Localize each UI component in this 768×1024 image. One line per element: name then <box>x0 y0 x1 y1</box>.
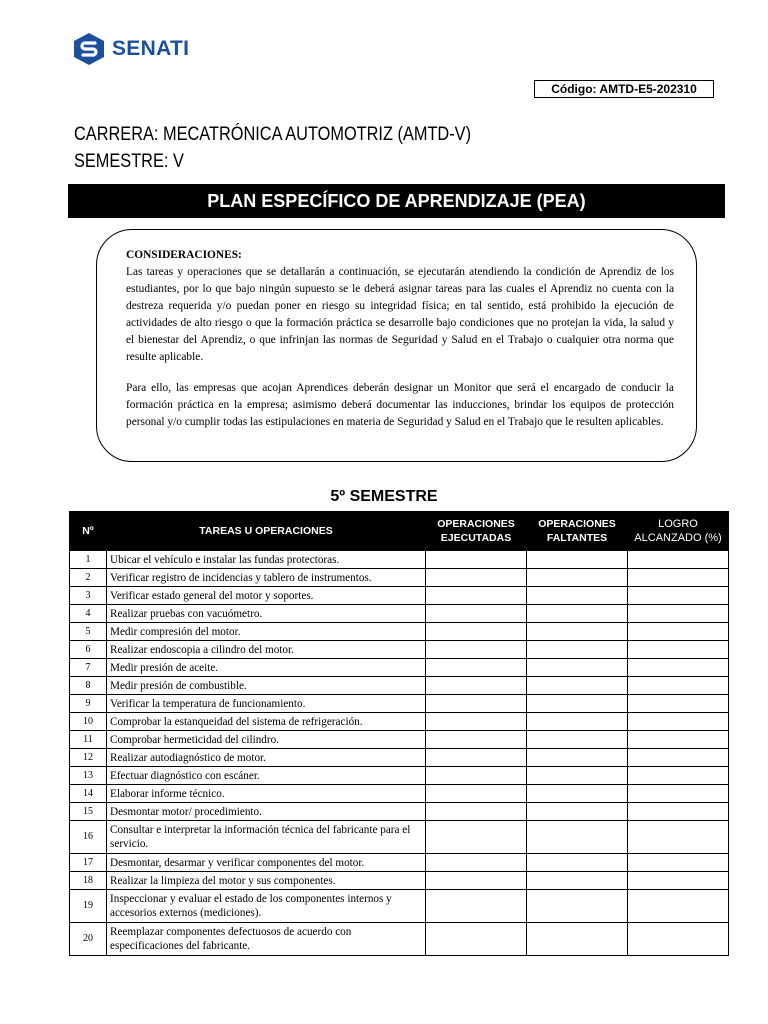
table-row <box>70 767 729 785</box>
missing-cell <box>527 854 628 872</box>
achievement-cell <box>628 890 729 923</box>
task-description: Comprobar hermeticidad del cilindro. <box>107 731 426 749</box>
table-row <box>70 605 729 623</box>
missing-cell <box>527 749 628 767</box>
achievement-cell <box>628 623 729 641</box>
row-number: 10 <box>70 713 107 731</box>
row-number: 20 <box>70 923 107 956</box>
brand-name: SENATI <box>112 37 190 60</box>
missing-cell <box>527 659 628 677</box>
achievement-cell <box>628 767 729 785</box>
table-row <box>70 551 729 569</box>
header-num: Nº <box>70 512 107 551</box>
header-missing: OPERACIONES FALTANTES <box>527 512 628 551</box>
executed-cell <box>426 731 527 749</box>
task-description: Realizar pruebas con vacuómetro. <box>107 605 426 623</box>
row-number: 5 <box>70 623 107 641</box>
carrera-label: CARRERA: MECATRÓNICA AUTOMOTRIZ (AMTD-V) <box>74 124 472 145</box>
executed-cell <box>426 605 527 623</box>
achievement-cell <box>628 641 729 659</box>
table-row <box>70 749 729 767</box>
achievement-cell <box>628 551 729 569</box>
row-number: 4 <box>70 605 107 623</box>
missing-cell <box>527 890 628 923</box>
table-row <box>70 659 729 677</box>
executed-cell <box>426 587 527 605</box>
task-description: Verificar la temperatura de funcionamiento. <box>107 695 426 713</box>
task-description: Reemplazar componentes defectuosos de acuerdo con especificaciones del fabricante. <box>107 923 426 956</box>
senati-emblem-icon <box>72 32 106 66</box>
executed-cell <box>426 713 527 731</box>
executed-cell <box>426 803 527 821</box>
missing-cell <box>527 551 628 569</box>
missing-cell <box>527 569 628 587</box>
header-achievement: LOGRO ALCANZADO (%) <box>628 512 729 551</box>
executed-cell <box>426 623 527 641</box>
row-number: 12 <box>70 749 107 767</box>
task-description: Realizar endoscopia a cilindro del motor. <box>107 641 426 659</box>
achievement-cell <box>628 659 729 677</box>
row-number: 9 <box>70 695 107 713</box>
executed-cell <box>426 923 527 956</box>
task-description: Realizar autodiagnóstico de motor. <box>107 749 426 767</box>
row-number: 18 <box>70 872 107 890</box>
achievement-cell <box>628 803 729 821</box>
task-description: Inspeccionar y evaluar el estado de los componentes internos y accesorios externos (mediciones). <box>107 890 426 923</box>
row-number: 19 <box>70 890 107 923</box>
task-description: Medir presión de combustible. <box>107 677 426 695</box>
achievement-cell <box>628 713 729 731</box>
table-header-row <box>70 512 729 551</box>
task-description: Medir compresión del motor. <box>107 623 426 641</box>
row-number: 11 <box>70 731 107 749</box>
row-number: 3 <box>70 587 107 605</box>
achievement-cell <box>628 677 729 695</box>
row-number: 8 <box>70 677 107 695</box>
achievement-cell <box>628 587 729 605</box>
row-number: 16 <box>70 821 107 854</box>
task-description: Efectuar diagnóstico con escáner. <box>107 767 426 785</box>
semester-title: 5º SEMESTRE <box>330 488 438 505</box>
achievement-cell <box>628 695 729 713</box>
task-description: Verificar estado general del motor y soportes. <box>107 587 426 605</box>
executed-cell <box>426 854 527 872</box>
table-row <box>70 623 729 641</box>
missing-cell <box>527 641 628 659</box>
achievement-cell <box>628 785 729 803</box>
achievement-cell <box>628 821 729 854</box>
executed-cell <box>426 659 527 677</box>
missing-cell <box>527 785 628 803</box>
missing-cell <box>527 731 628 749</box>
row-number: 6 <box>70 641 107 659</box>
executed-cell <box>426 551 527 569</box>
table-row <box>70 713 729 731</box>
tasks-table <box>69 511 729 956</box>
task-description: Realizar la limpieza del motor y sus componentes. <box>107 872 426 890</box>
semestre-label: SEMESTRE: V <box>74 151 184 172</box>
achievement-cell <box>628 605 729 623</box>
missing-cell <box>527 923 628 956</box>
document-code: Código: AMTD-E5-202310 <box>534 80 714 98</box>
table-row <box>70 785 729 803</box>
table-row <box>70 923 729 956</box>
table-row <box>70 890 729 923</box>
table-row <box>70 803 729 821</box>
missing-cell <box>527 605 628 623</box>
missing-cell <box>527 623 628 641</box>
row-number: 17 <box>70 854 107 872</box>
table-row <box>70 854 729 872</box>
task-description: Medir presión de aceite. <box>107 659 426 677</box>
task-description: Desmontar, desarmar y verificar componentes del motor. <box>107 854 426 872</box>
missing-cell <box>527 767 628 785</box>
row-number: 1 <box>70 551 107 569</box>
achievement-cell <box>628 854 729 872</box>
achievement-cell <box>628 749 729 767</box>
missing-cell <box>527 587 628 605</box>
task-description: Desmontar motor/ procedimiento. <box>107 803 426 821</box>
achievement-cell <box>628 872 729 890</box>
header-task: TAREAS U OPERACIONES <box>107 512 426 551</box>
task-description: Consultar e interpretar la información técnica del fabricante para el servicio. <box>107 821 426 854</box>
table-row <box>70 821 729 854</box>
header-executed: OPERACIONES EJECUTADAS <box>426 512 527 551</box>
row-number: 7 <box>70 659 107 677</box>
table-row <box>70 569 729 587</box>
executed-cell <box>426 890 527 923</box>
missing-cell <box>527 803 628 821</box>
executed-cell <box>426 641 527 659</box>
table-row <box>70 872 729 890</box>
row-number: 2 <box>70 569 107 587</box>
achievement-cell <box>628 731 729 749</box>
task-description: Comprobar la estanqueidad del sistema de refrigeración. <box>107 713 426 731</box>
row-number: 13 <box>70 767 107 785</box>
document-title: PLAN ESPECÍFICO DE APRENDIZAJE (PEA) <box>68 184 725 218</box>
achievement-cell <box>628 923 729 956</box>
executed-cell <box>426 821 527 854</box>
missing-cell <box>527 713 628 731</box>
table-row <box>70 695 729 713</box>
considerations-title: CONSIDERACIONES: <box>126 249 242 261</box>
executed-cell <box>426 569 527 587</box>
table-row <box>70 587 729 605</box>
executed-cell <box>426 677 527 695</box>
executed-cell <box>426 872 527 890</box>
task-description: Elaborar informe técnico. <box>107 785 426 803</box>
considerations-paragraph-2: Para ello, las empresas que acojan Aprendices deberán designar un Monitor que será el encargado de conducir la formación práctica en la empresa; asimismo deberá documentar las inducciones, brindar los equipos de protección personal y/o cumplir todas las estipulaciones en materia de Seguridad y Salud en el Trabajo que le resulten aplicables. <box>126 382 674 428</box>
missing-cell <box>527 821 628 854</box>
missing-cell <box>527 677 628 695</box>
executed-cell <box>426 695 527 713</box>
table-row <box>70 677 729 695</box>
senati-logo <box>72 32 189 66</box>
missing-cell <box>527 695 628 713</box>
considerations-paragraph-1: Las tareas y operaciones que se detallarán a continuación, se ejecutarán atendiendo la condición de Aprendiz de los estudiantes, por lo que bajo ningún supuesto se le deberá asignar tareas para las cuales el Aprendiz no cuenta con la destreza requerida y/o puedan poner en riesgo su integridad física; en tal sentido, está prohibido la ejecución de actividades de alto riesgo o que la formación práctica se desarrolle bajo condiciones que no protejan la vida, la salud y el bienestar del Aprendiz, o que infrinjan las normas de Seguridad y Salud en el Trabajo o cualquier otra norma que resulte aplicable. <box>126 266 674 363</box>
considerations-box <box>96 229 697 462</box>
table-row <box>70 731 729 749</box>
missing-cell <box>527 872 628 890</box>
executed-cell <box>426 749 527 767</box>
task-description: Verificar registro de incidencias y tablero de instrumentos. <box>107 569 426 587</box>
executed-cell <box>426 767 527 785</box>
table-row <box>70 641 729 659</box>
row-number: 15 <box>70 803 107 821</box>
executed-cell <box>426 785 527 803</box>
task-description: Ubicar el vehículo e instalar las fundas protectoras. <box>107 551 426 569</box>
achievement-cell <box>628 569 729 587</box>
row-number: 14 <box>70 785 107 803</box>
